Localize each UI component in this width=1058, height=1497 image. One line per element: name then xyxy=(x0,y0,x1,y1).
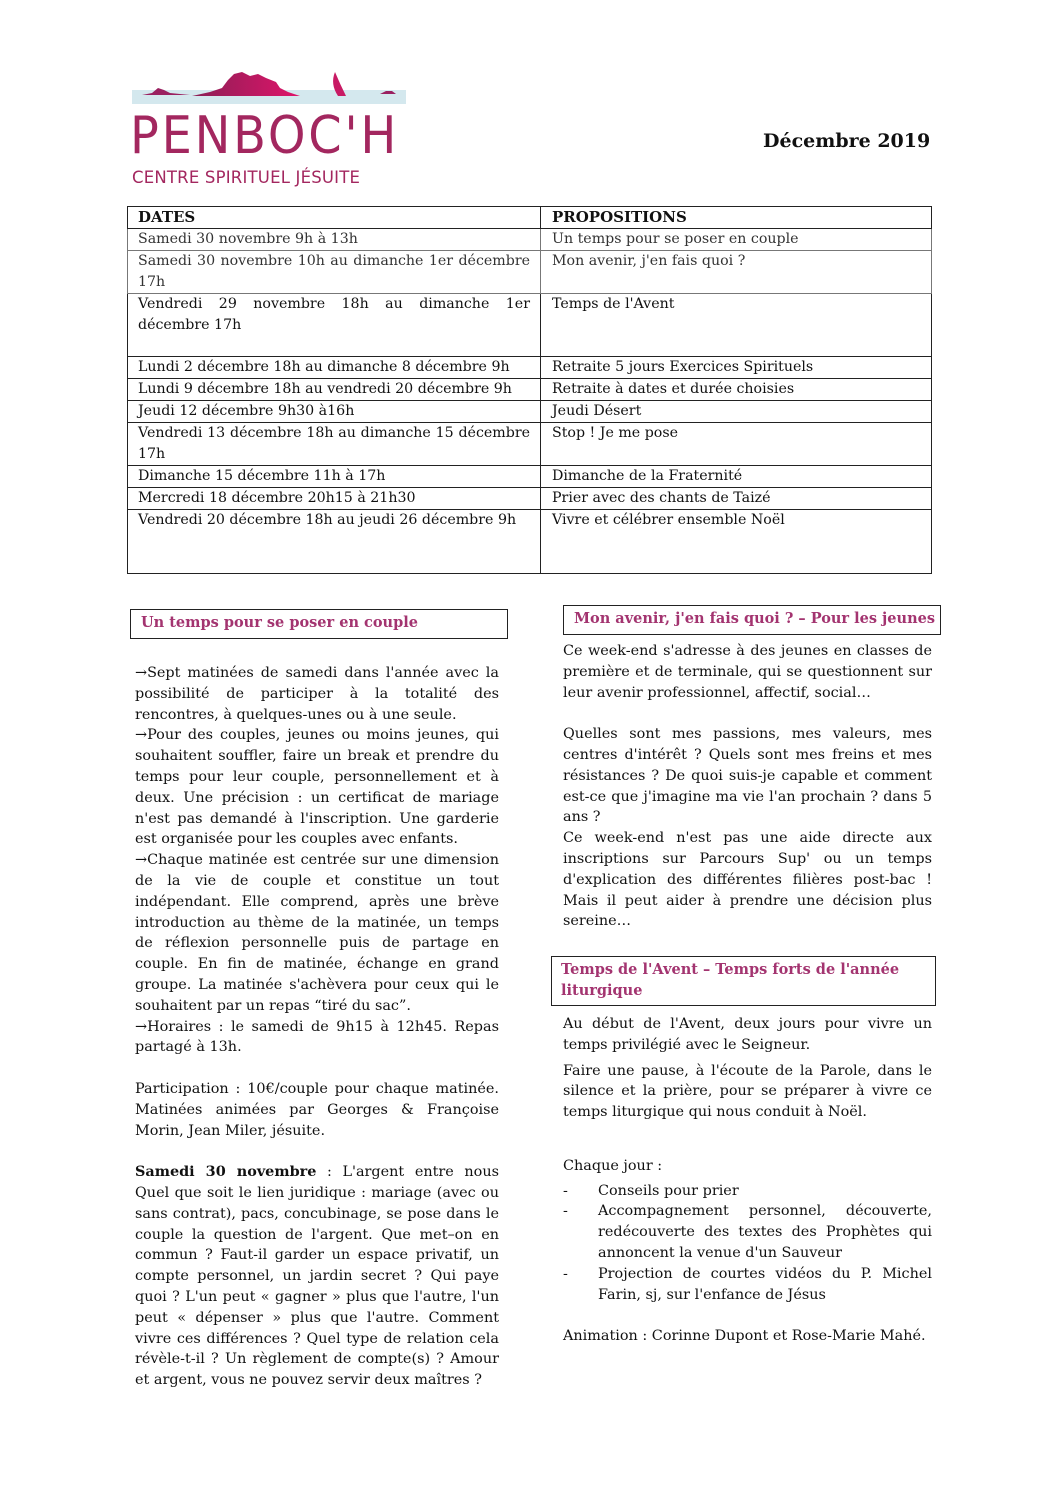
table-header-row xyxy=(128,207,932,229)
arrow-icon: → xyxy=(135,727,148,744)
avent-list xyxy=(563,1181,932,1306)
couple-participation: Participation : 10€/couple pour chaque matinée. Matinées animées par Georges & Françoise Morin, Jean Miler, jésuite. xyxy=(135,1080,499,1139)
section-title-couple xyxy=(130,609,508,639)
logo-subtitle: CENTRE SPIRITUEL JÉSUITE xyxy=(132,168,361,187)
jeunes-paragraph: Quelles sont mes passions, mes valeurs, mes centres d'intérêt ? Quels sont mes freins et mes résistances ? De quoi suis-je capable et comment est-ce que j'imagine ma vie l'an prochain ? dans 5 ans ? xyxy=(563,726,932,826)
couple-paragraph: →Sept matinées de samedi dans l'année avec la possibilité de participer à la totalité des rencontres, à quelques-unes ou à une seule. xyxy=(135,665,499,723)
dash-bullet: - xyxy=(563,1182,568,1199)
list-item: - Accompagnement personnel, découverte, redécouverte des textes des Prophètes qui annoncent la venue d'un Sauveur xyxy=(563,1203,932,1261)
couple-section-body xyxy=(135,663,499,1391)
row-date: Vendredi 29 novembre 18h au dimanche 1er décembre 17h xyxy=(128,294,541,357)
couple-session xyxy=(135,1162,499,1391)
section-title-couple-text: Un temps pour se poser en couple xyxy=(141,614,418,631)
schedule-table xyxy=(127,206,932,574)
arrow-icon: → xyxy=(135,1018,148,1035)
penboch-logo xyxy=(130,62,406,192)
session-date: Samedi 30 novembre xyxy=(135,1163,317,1181)
page-month-title: Décembre 2019 xyxy=(763,130,931,152)
row-date: Vendredi 13 décembre 18h au dimanche 15 décembre 17h xyxy=(128,423,541,466)
dash-bullet: - xyxy=(563,1203,568,1220)
couple-paragraph: →Horaires : le samedi de 9h15 à 12h45. Repas partagé à 13h. xyxy=(135,1018,499,1056)
table-row xyxy=(128,510,932,574)
avent-animation: Animation : Corinne Dupont et Rose-Marie Mahé. xyxy=(563,1328,926,1345)
row-date: Mercredi 18 décembre 20h15 à 21h30 xyxy=(128,488,541,510)
couple-paragraph: →Pour des couples, jeunes ou moins jeunes, qui souhaitent souffler, faire un break et prendre du temps pour leur couple, personnellement et à deux. Une précision : un certificat de mariage n'est pas demandé à l'inscription. Une garderie est organisée pour les couples avec enfants. xyxy=(135,727,499,848)
table-row xyxy=(128,401,932,423)
row-proposition: Retraite 5 jours Exercices Spirituels xyxy=(541,357,932,379)
col-header-propositions: PROPOSITIONS xyxy=(541,207,932,229)
section-title-jeunes-text: Mon avenir, j'en fais quoi ? – Pour les jeunes xyxy=(574,610,935,627)
dash-bullet: - xyxy=(563,1265,568,1282)
couple-paragraph: →Chaque matinée est centrée sur une dimension de la vie de couple et constitue un tout indépendant. Elle comprend, après une brève introduction au thème de la matinée, un temps de réflexion personnelle puis de partage en couple. En fin de matinée, échange en grand groupe. La matinée s'achèvera pour ceux qui le souhaitent par un repas “tiré du sac”. xyxy=(135,852,499,1014)
col-header-dates: DATES xyxy=(128,207,541,229)
table-row xyxy=(128,229,932,251)
row-proposition: Vivre et célébrer ensemble Noël xyxy=(541,510,932,574)
logo-island-illustration xyxy=(130,62,406,108)
row-date: Dimanche 15 décembre 11h à 17h xyxy=(128,466,541,488)
row-date: Vendredi 20 décembre 18h au jeudi 26 décembre 9h xyxy=(128,510,541,574)
avent-paragraph: Au début de l'Avent, deux jours pour vivre un temps privilégié avec le Seigneur. xyxy=(563,1016,932,1053)
list-item: - Conseils pour prier xyxy=(563,1181,932,1202)
table-row xyxy=(128,466,932,488)
table-row xyxy=(128,251,932,294)
row-proposition: Mon avenir, j'en fais quoi ? xyxy=(541,251,932,294)
table-row xyxy=(128,294,932,357)
row-proposition: Retraite à dates et durée choisies xyxy=(541,379,932,401)
session-text: : L'argent entre nous Quel que soit le lien juridique : mariage (avec ou sans contrat), pacs, concubinage, se pose dans le couple la question de l'argent. Que met–on en commun ? Faut-il garder un espace privatif, un compte personnel, un jardin secret ? Qui paye quoi ? L'un peut « gagner » plus que l'autre, l'un peut « dépenser » plus que l'autre. Comment vivre ces différences ? Quel type de relation cela révèle-t-il ? Un règlement de compte(s) ? Amour et argent, vous ne pouvez servir deux maîtres ? xyxy=(135,1164,499,1389)
table-row xyxy=(128,357,932,379)
section-title-avent xyxy=(551,956,936,1006)
row-proposition: Jeudi Désert xyxy=(541,401,932,423)
avent-each-day: Chaque jour : xyxy=(563,1157,663,1174)
row-date: Lundi 2 décembre 18h au dimanche 8 décembre 9h xyxy=(128,357,541,379)
table-row xyxy=(128,379,932,401)
row-proposition: Un temps pour se poser en couple xyxy=(541,229,932,251)
row-proposition: Dimanche de la Fraternité xyxy=(541,466,932,488)
arrow-icon: → xyxy=(135,852,148,869)
row-date: Lundi 9 décembre 18h au vendredi 20 décembre 9h xyxy=(128,379,541,401)
row-date: Samedi 30 novembre 10h au dimanche 1er décembre 17h xyxy=(128,251,541,294)
section-title-avent-text: Temps de l'Avent – Temps forts de l'année liturgique xyxy=(561,961,900,999)
avent-paragraph: Faire une pause, à l'écoute de la Parole, dans le silence et la prière, pour se préparer à vivre ce temps liturgique qui nous conduit à Noël. xyxy=(563,1062,932,1121)
jeunes-paragraph: Ce week-end s'adresse à des jeunes en classes de première et de terminale, qui se questionnent sur leur avenir professionnel, affectif, social… xyxy=(563,643,932,701)
section-title-jeunes xyxy=(563,605,941,635)
row-date: Jeudi 12 décembre 9h30 à16h xyxy=(128,401,541,423)
row-date: Samedi 30 novembre 9h à 13h xyxy=(128,229,541,251)
avent-section-body xyxy=(563,1014,932,1347)
table-row xyxy=(128,488,932,510)
list-item: - Projection de courtes vidéos du P. Michel Farin, sj, sur l'enfance de Jésus xyxy=(563,1265,932,1303)
jeunes-paragraph: Ce week-end n'est pas une aide directe aux inscriptions sur Parcours Sup' ou un temps d'explication des différentes filières post-bac ! Mais il peut aider à prendre une décision plus sereine… xyxy=(563,830,932,930)
row-proposition: Prier avec des chants de Taizé xyxy=(541,488,932,510)
table-row xyxy=(128,423,932,466)
row-proposition: Temps de l'Avent xyxy=(541,294,932,357)
row-proposition: Stop ! Je me pose xyxy=(541,423,932,466)
arrow-icon: → xyxy=(135,665,148,681)
logo-title: PENBOC'H xyxy=(130,106,400,166)
jeunes-section-body xyxy=(563,641,932,932)
